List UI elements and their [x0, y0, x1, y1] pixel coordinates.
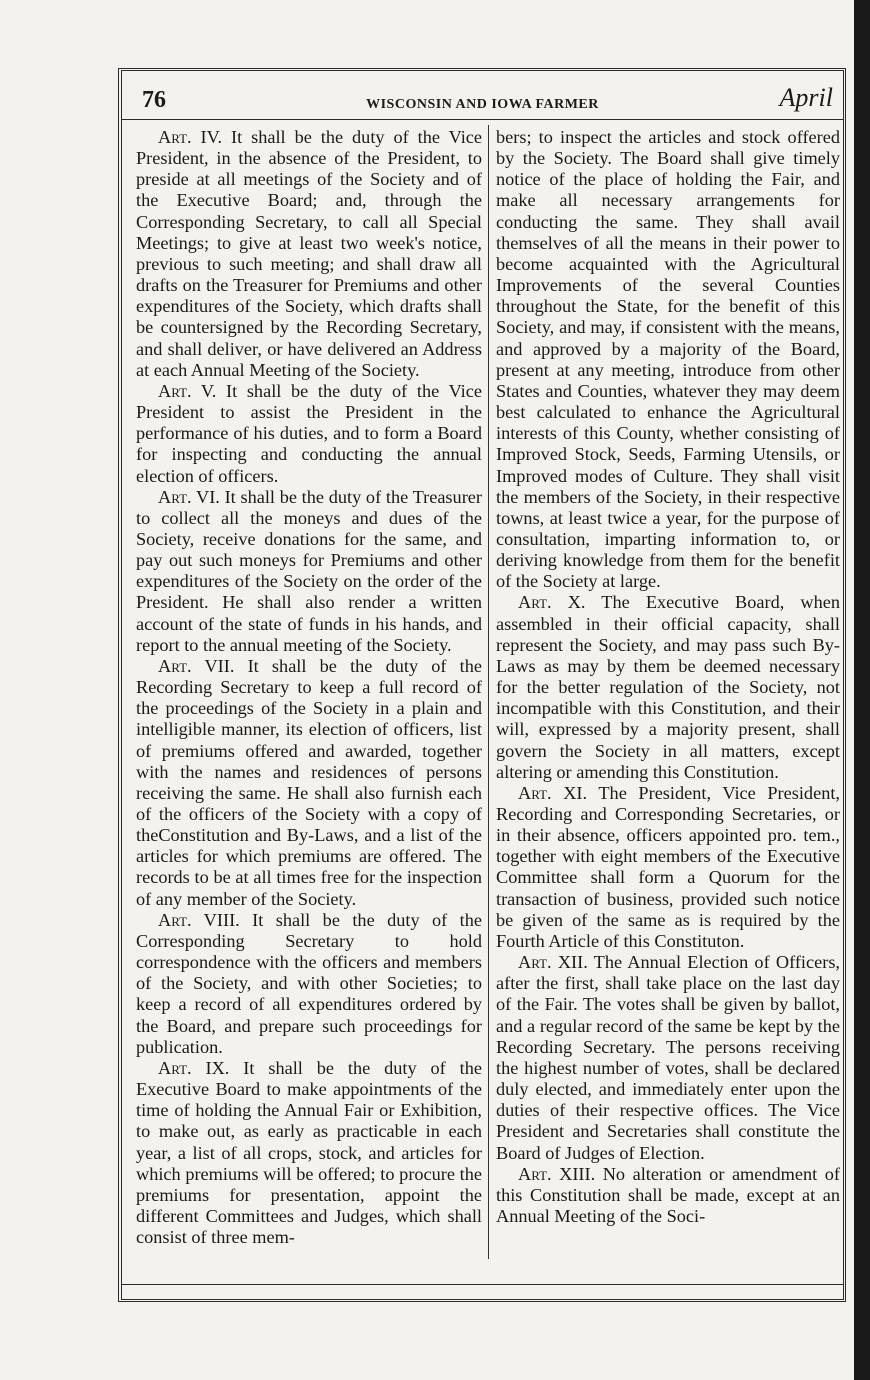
header-rule	[122, 119, 843, 120]
article-text: It shall be the duty of the Recording Secretary to keep a full record of the proceedings of the Society in a plain and intelligible manner, its election of officers, list of premiums offered and awarded, together with the names and residences of persons receiving the same. He shall also furnish each of the officers of the Society with a copy of theConstitution and By-Laws, and a list of the articles for which premiums are offered. The records to be at all times free for the inspection of any member of the Society.	[136, 655, 482, 909]
article-paragraph	[496, 783, 840, 952]
left-column	[136, 127, 482, 1248]
page-edge-shadow	[854, 0, 870, 1380]
article-paragraph	[136, 656, 482, 910]
article-paragraph	[496, 1164, 840, 1227]
article-text: No alteration or amendment of this Constitution shall be made, except at an Annual Meeting of the Soci-	[496, 1163, 840, 1226]
article-label: Art. XI.	[518, 782, 588, 803]
issue-month: April	[779, 83, 833, 112]
article-text: The Executive Board, when assembled in their official capacity, shall represent the Society, and may pass such By-Laws as may by them be deemed necessary for the better regulation of the Society, not incompatible with this Constitution, and their will, expressed by a majority present, shall govern the Society in all matters, except altering or amending this Constitution.	[496, 592, 840, 782]
article-label: Art. VI.	[158, 486, 220, 507]
article-paragraph	[136, 381, 482, 487]
article-text: It shall be the duty of the Vice President to assist the President in the performance of his duties, and to form a Board for inspecting and conducting the annual election of officers.	[136, 380, 482, 486]
column-divider	[488, 125, 489, 1259]
article-continuation	[496, 127, 840, 592]
book-page	[118, 68, 846, 1302]
page-number: 76	[142, 87, 166, 113]
article-paragraph	[496, 592, 840, 782]
article-label: Art. VIII.	[158, 909, 240, 930]
page-header	[122, 81, 843, 117]
article-text: It shall be the duty of the Executive Board to make appointments of the time of holding the Annual Fair or Exhibition, to make out, as early as practicable in each year, a list of all crops, stock, and articles for which premiums will be offered; to procure the premiums for presentation, appoint the different Committees and Judges, which shall consist of three mem-	[136, 1057, 482, 1248]
article-paragraph	[136, 487, 482, 656]
bottom-rule	[122, 1284, 843, 1285]
article-label: Art. IX.	[158, 1057, 230, 1078]
article-label: Art. V.	[158, 380, 217, 401]
article-label: Art. IV.	[158, 127, 223, 147]
article-label: Art. VII.	[158, 655, 235, 676]
article-label: Art. XII.	[518, 952, 588, 973]
article-text: The Annual Election of Officers, after the first, shall take place on the last day of the Fair. The votes shall be given by ballot, and a regular record of the same be kept by the Recording Secretary. The persons receiving the highest number of votes, shall be declared duly elected, and immediately enter upon the duties of their respective offices. The Vice President and Secretaries shall constitute the Board of Judges of Election.	[496, 952, 840, 1163]
article-paragraph	[136, 1058, 482, 1248]
article-text: It shall be the duty of the Treasurer to collect all the moneys and dues of the Society, receive donations for the same, and pay out such moneys for Premiums and other expenditures of the Society on the order of the President. He shall also render a written account of the state of funds in his hands, and report to the annual meeting of the Society.	[136, 486, 482, 655]
running-title: WISCONSIN AND IOWA FARMER	[366, 97, 599, 112]
article-paragraph	[136, 127, 482, 381]
article-text: bers; to inspect the articles and stock offered by the Society. The Board shall give timely notice of the place of holding the Fair, and make all necessary arrangements for conducting the same. They shall avail themselves of all the means in their power to become acquainted with the Agricultural Improvements of the several Counties throughout the State, for the benefit of this Society, and may, if consistent with the means, and approved by a majority of the Board, present at any meeting, introduce from other States and Counties, whatever they may deem best calculated to enhance the Agricultural interests of this County, whether consisting of Improved Stock, Seeds, Farming Utensils, or Improved modes of Culture. They shall visit the members of the Society, in their respective towns, at least twice a year, for the purpose of consultation, imparting information to, or deriving knowledge from them for the benefit of the Society at large.	[496, 127, 840, 592]
right-column	[496, 127, 840, 1227]
article-text: It shall be the duty of the Vice President, in the absence of the President, to preside at all meetings of the Society and of the Executive Board; and, through the Corresponding Secretary, to call all Special Meetings; to give at least two week's notice, previous to such meeting; and shall draw all drafts on the Treasurer for Premiums and other expenditures of the Society, which drafts shall be countersigned by the Recording Secretary, and shall deliver, or have delivered an Address at each Annual Meeting of the Society.	[136, 127, 482, 380]
article-label: Art. X.	[518, 592, 586, 613]
article-label: Art. XIII.	[518, 1163, 596, 1184]
article-paragraph	[496, 952, 840, 1164]
article-text: It shall be the duty of the Corresponding Secretary to hold correspondence with the officers and members of the Society, and with other Societies; to keep a record of all expenditures ordered by the Board, and prepare such proceedings for publication.	[136, 909, 482, 1057]
article-paragraph	[136, 910, 482, 1058]
article-text: The President, Vice President, Recording and Corresponding Secretaries, or in their absence, officers appointed pro. tem., together with eight members of the Executive Committee shall form a Quorum for the transaction of business, provided such notice be given of the same as is required by the Fourth Article of this Constituton.	[496, 782, 840, 951]
